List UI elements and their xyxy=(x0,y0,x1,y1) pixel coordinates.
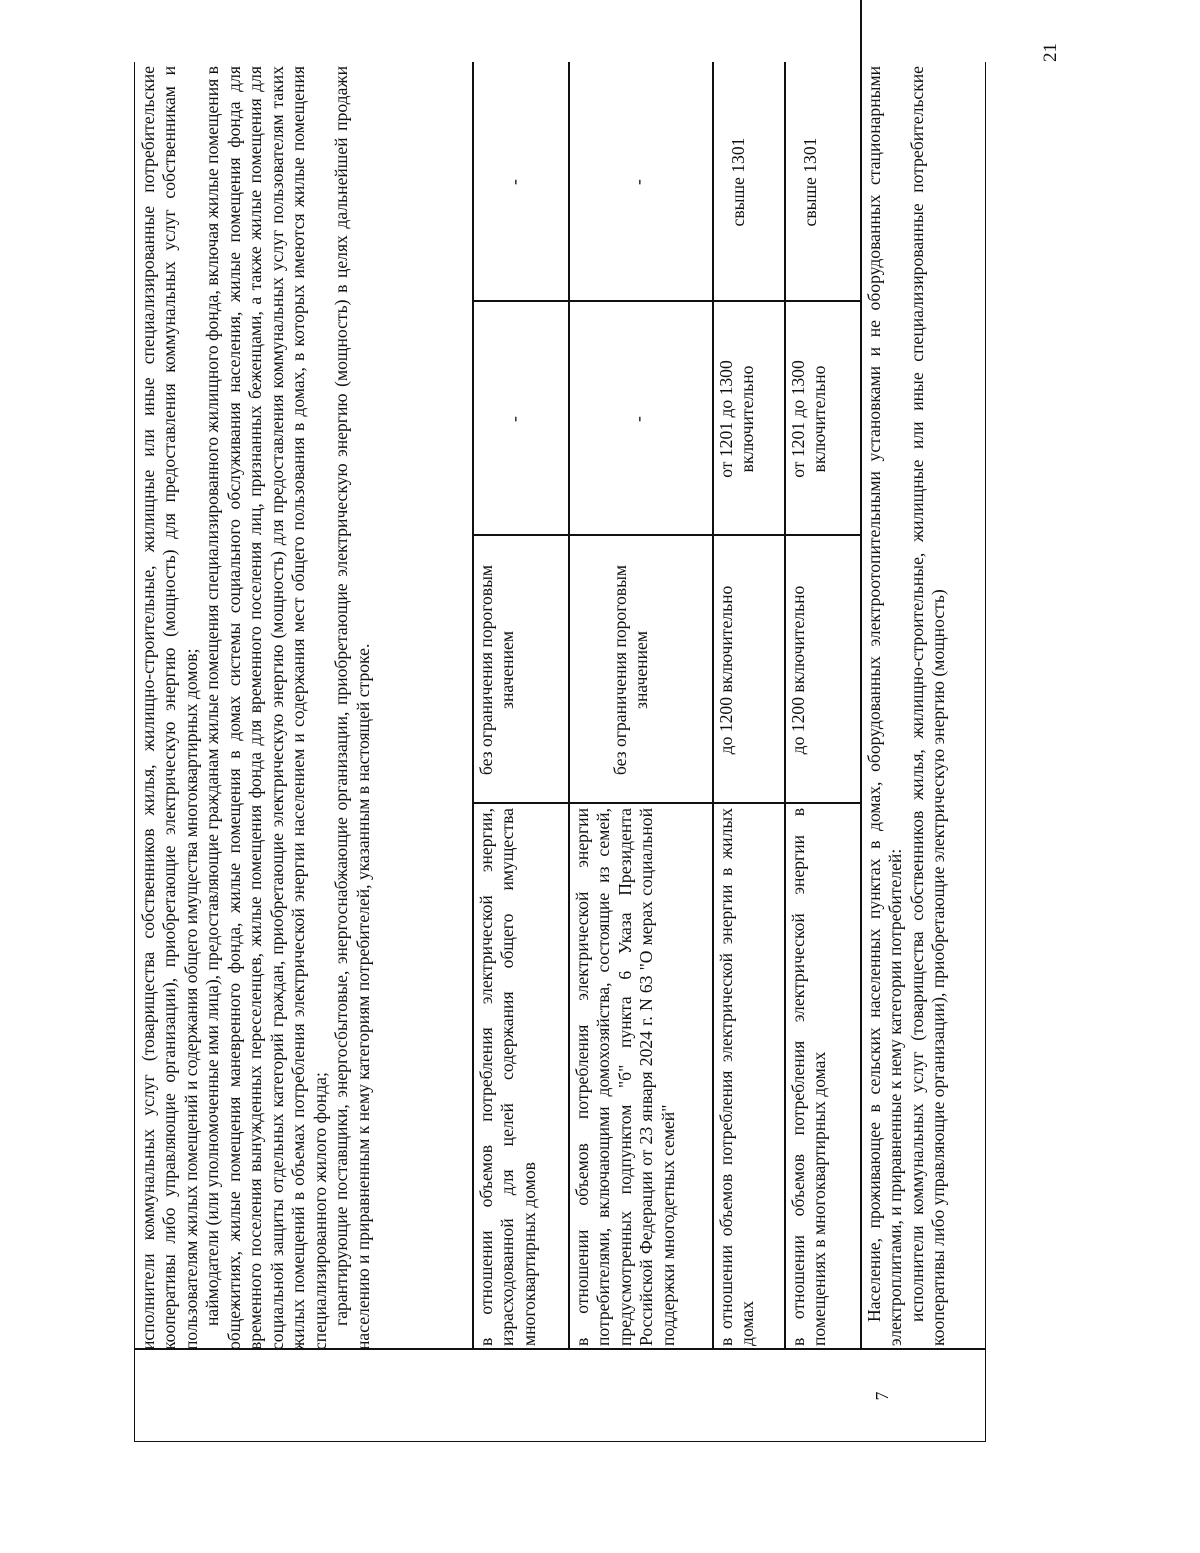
column-divider-3 xyxy=(472,301,860,303)
row-divider-7 xyxy=(860,0,862,1350)
row-value-col2: - xyxy=(628,416,648,422)
table-row xyxy=(476,808,540,1346)
row-description: в отношении объемов потребления электрической энергии в жилых домах xyxy=(716,808,758,1346)
table-row xyxy=(572,808,679,1346)
column-divider-1 xyxy=(472,803,860,805)
row-value-col1: до 1200 включительно xyxy=(716,585,736,755)
row-value-col3: свыше 1301 xyxy=(800,137,820,227)
row-value-col3: свыше 1301 xyxy=(728,137,748,227)
row-divider-3 xyxy=(784,62,786,1350)
row-value-col1: без ограничения пороговым значением xyxy=(610,564,652,776)
subtable-top-line xyxy=(472,62,474,1350)
row-7-paragraph-population: Население, проживающее в сельских населенных пунктах в домах, оборудованных электроотопительными установками и не оборудованных стационарными электроплитами, и приравненные к нему категории потребителей: xyxy=(864,66,906,1346)
column-divider-2 xyxy=(472,535,860,537)
row-value-col3: - xyxy=(504,179,524,185)
row-description: в отношении объемов потребления электрической энергии, израсходованной для целей содержания общего имущества многоквартирных домов xyxy=(476,808,539,1346)
rotated-table-page xyxy=(134,62,986,1442)
paragraph-executors: исполнители коммунальных услуг (товарищества собственников жилья, жилищно-строительные, жилищные или иные специализированные потребительские кооперативы либо управляющие организации), приобретающие электрическую энергию (мощность) для предоставления коммунальных услуг собственникам и пользователям жилых помещений и содержания общего имущества многоквартирных домов; xyxy=(138,66,201,1350)
row-divider-2 xyxy=(712,62,714,1350)
row-value-col2: от 1201 до 1300 включительно xyxy=(788,360,830,478)
row-7-paragraph-executors: исполнители коммунальных услуг (товарищества собственников жилья, жилищно-строительные, жилищные или иные специализированные потребительские кооперативы либо управляющие организации), приобретающие электрическую энергию (мощность) xyxy=(906,66,949,1346)
upper-text-block xyxy=(138,66,374,1350)
row-value-col3: - xyxy=(628,179,648,185)
row-7-text xyxy=(864,66,950,1346)
table-row xyxy=(788,808,831,1346)
row-description: в отношении объемов потребления электрической энергии потребителями, включающими домохозяйства, состоящие из семей, предусмотренных подпунктом "б" пункта 6 Указа Президента Российской Федерации от 23 января 2024 г. N 63 "О мерах социальной поддержки многодетных семей" xyxy=(572,808,678,1346)
row-value-col2: от 1201 до 1300 включительно xyxy=(716,360,758,478)
table-row xyxy=(716,808,759,1346)
row-value-col1: без ограничения пороговым значением xyxy=(476,564,518,776)
row-divider-1 xyxy=(568,62,570,1350)
row-description: в отношении объемов потребления электрической энергии в помещениях в многоквартирных домах xyxy=(788,808,830,1346)
paragraph-landlords: наймодатели (или уполномоченные ими лица), предоставляющие гражданам жилые помещения специализированного жилищного фонда, включая жилые помещения в общежитиях, жилые помещения маневренного фонда, жилые помещения в домах системы социального обслуживания населения, жилые помещения фонда для временного поселения вынужденных переселенцев, жилые помещения фонда для временного поселения лиц, признанных беженцами, а также жилые помещения для социальной защиты отдельных категорий граждан, приобретающие электрическую энергию (мощность) для предоставления коммунальных услуг пользователям таких жилых помещений в объемах потребления электрической энергии населением и содержания мест общего пользования в домах, в которых имеются жилые помещения специализированного жилого фонда; xyxy=(202,66,330,1350)
row-number-7: 7 xyxy=(872,1391,892,1401)
row-value-col2: - xyxy=(504,416,524,422)
page-number: 21 xyxy=(1040,43,1061,62)
paragraph-suppliers: гарантирующие поставщики, энергосбытовые, энергоснабжающие организации, приобретающие электрическую энергию (мощность) в целях дальнейшей продажи населению и приравненным к нему категориям потребителей, указанным в настоящей строке. xyxy=(331,66,373,1350)
row-value-col1: до 1200 включительно xyxy=(788,585,808,755)
